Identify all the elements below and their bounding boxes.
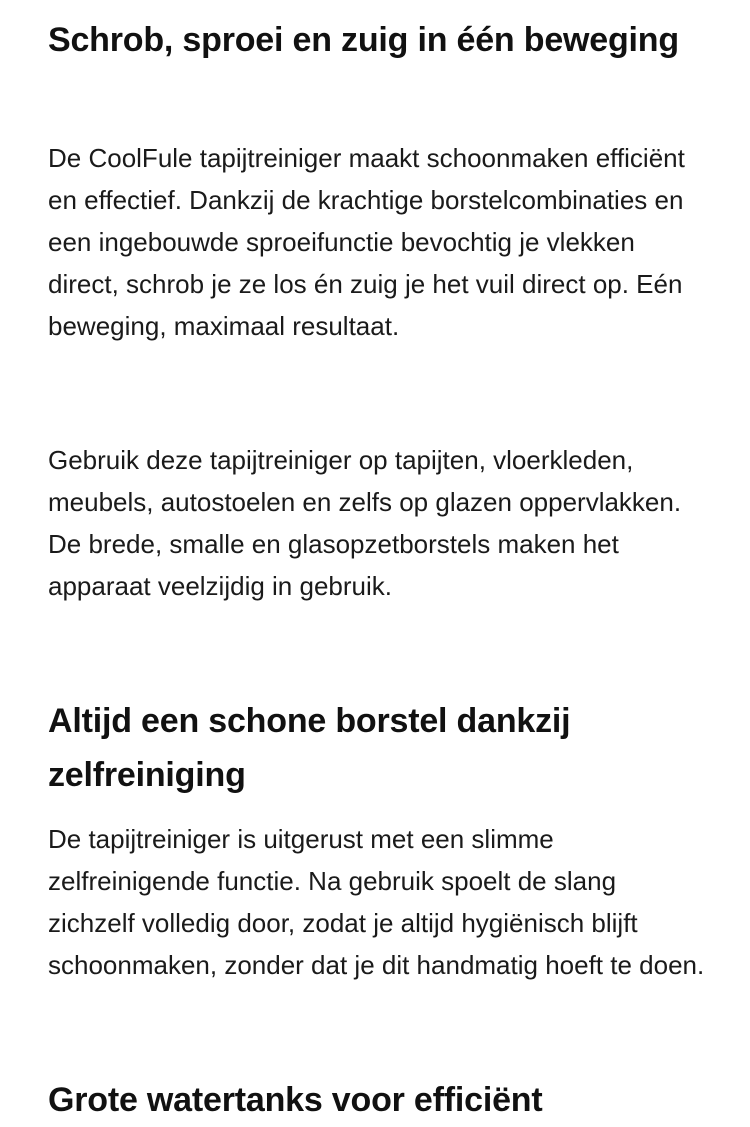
section-heading-self-cleaning: Altijd een schone borstel dankzij zelfreiniging bbox=[48, 702, 571, 794]
section-heading-scrub-spray-suck: Schrob, sproei en zuig in één beweging bbox=[48, 21, 679, 59]
section-heading-water-tanks: Grote watertanks voor efficiënt bbox=[48, 1081, 543, 1119]
section-paragraph-usage: Gebruik deze tapijtreiniger op tapijten, vloerkleden, meubels, autostoelen en zelfs op glazen oppervlakken. De brede, smalle en glasopzetborstels maken het apparaat veelzijdig in gebruik. bbox=[48, 445, 682, 601]
section-paragraph-self-cleaning: De tapijtreiniger is uitgerust met een slimme zelfreinigende functie. Na gebruik spoelt de slang zichzelf volledig door, zodat je altijd hygiënisch blijft schoonmaken, zonder dat je dit handmatig hoeft te doen. bbox=[48, 824, 705, 980]
section-paragraph-intro: De CoolFule tapijtreiniger maakt schoonmaken efficiënt en effectief. Dankzij de krachtige borstelcombinaties en een ingebouwde sproeifunctie bevochtig je vlekken direct, schrob je ze los én zuig je het vuil direct op. Eén beweging, maximaal resultaat. bbox=[48, 143, 685, 341]
